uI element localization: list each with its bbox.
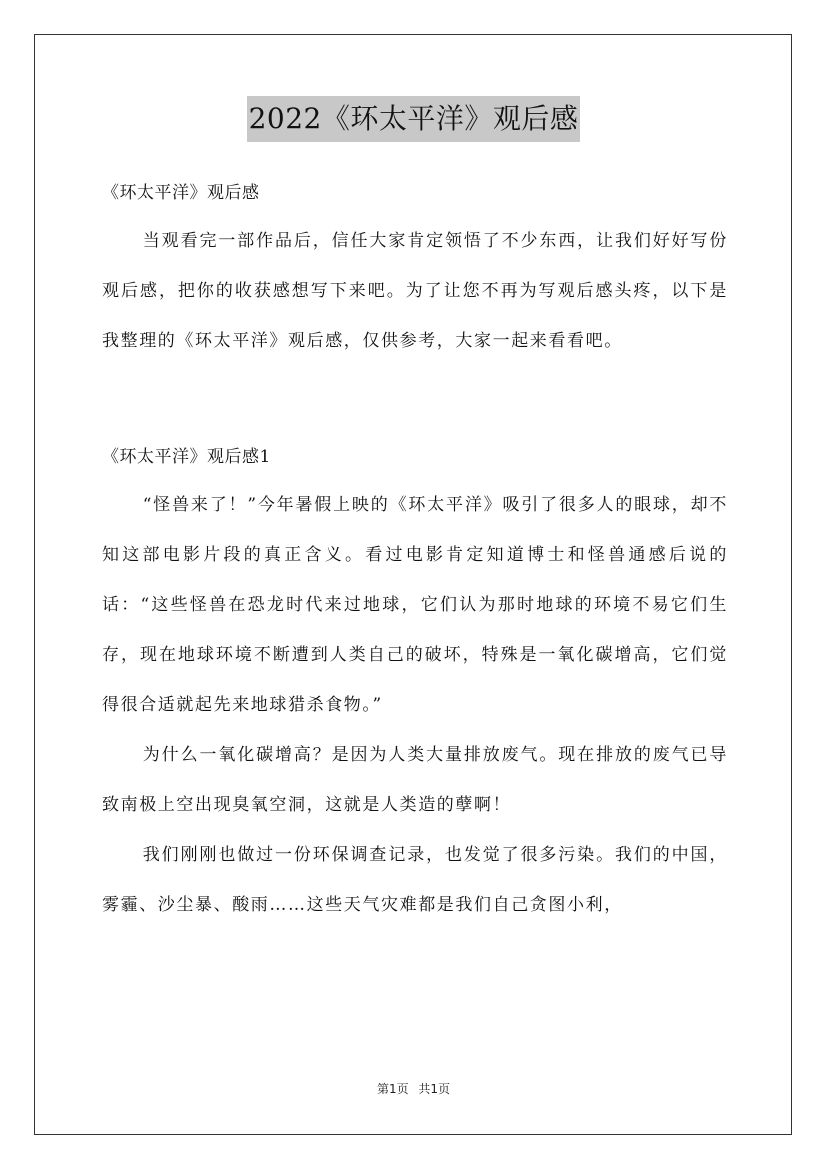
document-body: [102, 170, 728, 930]
page-total: 共1页: [418, 1082, 451, 1096]
section-spacer: [102, 366, 728, 434]
section1-paragraph-3: 我们刚刚也做过一份环保调查记录，也发觉了很多污染。我们的中国，雾霾、沙尘暴、酸雨……这些天气灾难都是我们自己贪图小利，: [102, 845, 728, 915]
document-title: [0, 96, 827, 142]
page-number: 第1页: [376, 1082, 409, 1096]
document-title-text: 2022《环太平洋》观后感: [247, 96, 581, 142]
intro-paragraph: 当观看完一部作品后，信任大家肯定领悟了不少东西，让我们好好写份观后感，把你的收获感想写下来吧。为了让您不再为写观后感头疼，以下是我整理的《环太平洋》观后感，仅供参考，大家一起来看看吧。: [102, 231, 728, 351]
intro-heading: 《环太平洋》观后感: [102, 183, 260, 203]
section1-heading: 《环太平洋》观后感1: [102, 447, 271, 467]
section1-paragraph-2: 为什么一氧化碳增高？是因为人类大量排放废气。现在排放的废气已导致南极上空出现臭氧空洞，这就是人类造的孽啊！: [102, 745, 728, 815]
section1-paragraph-1: “怪兽来了！”今年暑假上映的《环太平洋》吸引了很多人的眼球，却不知这部电影片段的真正含义。看过电影肯定知道博士和怪兽通感后说的话：“这些怪兽在恐龙时代来过地球，它们认为那时地球的环境不易它们生存，现在地球环境不断遭到人类自己的破坏，特殊是一氧化碳增高，它们觉得很合适就起先来地球猎杀食物。”: [102, 495, 728, 715]
page-footer: [0, 1080, 827, 1097]
